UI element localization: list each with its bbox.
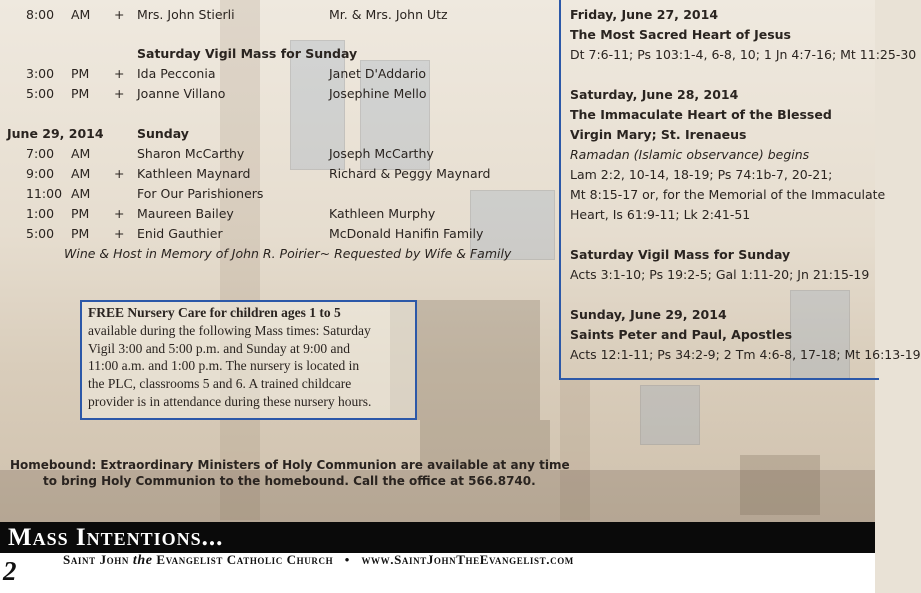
nursery-line: available during the following Mass times: Saturday bbox=[88, 322, 371, 338]
intention-for: Joanne Villano bbox=[137, 86, 226, 101]
mass-ampm: PM bbox=[71, 66, 90, 81]
homebound-line: Homebound: Extraordinary Ministers of Holy Communion are available at any time bbox=[10, 458, 570, 472]
reading-date: Friday, June 27, 2014 bbox=[570, 7, 719, 22]
nursery-line: Vigil 3:00 and 5:00 p.m. and Sunday at 9:00 and bbox=[88, 340, 351, 356]
deceased-mark: + bbox=[114, 66, 125, 81]
reading-citations: Mt 8:15-17 or, for the Memorial of the Immaculate bbox=[570, 187, 886, 202]
requested-by: Kathleen Murphy bbox=[329, 206, 436, 221]
nursery-line: 11:00 a.m. and 1:00 p.m. The nursery is located in bbox=[88, 358, 360, 374]
nursery-notice bbox=[80, 300, 417, 420]
church-name: Saint John bbox=[63, 552, 129, 567]
mass-ampm: PM bbox=[71, 206, 90, 221]
reading-feast: The Immaculate Heart of the Blessed bbox=[570, 107, 832, 122]
homebound-notice bbox=[10, 457, 570, 489]
requested-by: Janet D'Addario bbox=[329, 66, 427, 81]
church-name-the: the bbox=[132, 553, 153, 568]
requested-by: McDonald Hanifin Family bbox=[329, 226, 484, 241]
intention-for: Maureen Bailey bbox=[137, 206, 234, 221]
homebound-line: to bring Holy Communion to the homebound. Call the office at 566.8740. bbox=[43, 474, 536, 488]
reading-citations: Lam 2:2, 10-14, 18-19; Ps 74:1b-7, 20-21; bbox=[570, 167, 833, 182]
mass-time: 8:00 bbox=[26, 7, 55, 22]
reading-feast: Virgin Mary; St. Irenaeus bbox=[570, 127, 747, 142]
website-link[interactable]: www.SaintJohnTheEvangelist.com bbox=[361, 552, 574, 567]
requested-by: Mr. & Mrs. John Utz bbox=[329, 7, 448, 22]
sunday-date: June 29, 2014 bbox=[7, 126, 104, 141]
reading-feast: The Most Sacred Heart of Jesus bbox=[570, 27, 791, 42]
requested-by: Joseph McCarthy bbox=[329, 146, 434, 161]
deceased-mark: + bbox=[114, 7, 125, 22]
reading-citations: Dt 7:6-11; Ps 103:1-4, 6-8, 10; 1 Jn 4:7-16; Mt 11:25-30 bbox=[570, 47, 917, 62]
page-number: 2 bbox=[3, 556, 17, 586]
separator: • bbox=[344, 552, 350, 567]
reading-citations: Heart, Is 61:9-11; Lk 2:41-51 bbox=[570, 207, 751, 222]
sunday-heading: Sunday bbox=[137, 126, 189, 141]
intention-for: Ida Pecconia bbox=[137, 66, 216, 81]
reading-feast: Saints Peter and Paul, Apostles bbox=[570, 327, 793, 342]
reading-citations: Acts 3:1-10; Ps 19:2-5; Gal 1:11-20; Jn 21:15-19 bbox=[570, 267, 870, 282]
reading-observance: Ramadan (Islamic observance) begins bbox=[570, 147, 810, 162]
vigil-heading: Saturday Vigil Mass for Sunday bbox=[137, 46, 358, 61]
mass-time: 11:00 bbox=[26, 186, 63, 201]
mass-time: 5:00 bbox=[26, 86, 55, 101]
mass-ampm: AM bbox=[71, 186, 91, 201]
intention-for: Enid Gauthier bbox=[137, 226, 223, 241]
intention-for: For Our Parishioners bbox=[137, 186, 264, 201]
mass-time: 5:00 bbox=[26, 226, 55, 241]
section-title: Mass Intentions... bbox=[8, 524, 224, 551]
deceased-mark: + bbox=[114, 206, 125, 221]
deceased-mark: + bbox=[114, 166, 125, 181]
mass-ampm: PM bbox=[71, 226, 90, 241]
reading-date: Sunday, June 29, 2014 bbox=[570, 307, 727, 322]
mass-time: 9:00 bbox=[26, 166, 55, 181]
mass-ampm: AM bbox=[71, 7, 91, 22]
nursery-line: the PLC, classrooms 5 and 6. A trained childcare bbox=[88, 376, 352, 392]
intention-for: Kathleen Maynard bbox=[137, 166, 251, 181]
mass-time: 3:00 bbox=[26, 66, 55, 81]
mass-time: 1:00 bbox=[26, 206, 55, 221]
mass-ampm: PM bbox=[71, 86, 90, 101]
reading-citations: Acts 12:1-11; Ps 34:2-9; 2 Tm 4:6-8, 17-18; Mt 16:13-19 bbox=[570, 347, 921, 362]
requested-by: Richard & Peggy Maynard bbox=[329, 166, 491, 181]
requested-by: Josephine Mello bbox=[329, 86, 427, 101]
memorial-note: Wine & Host in Memory of John R. Poirier~ Requested by Wife & Family bbox=[64, 246, 512, 261]
mass-time: 7:00 bbox=[26, 146, 55, 161]
church-name-line bbox=[63, 552, 574, 569]
intention-for: Mrs. John Stierli bbox=[137, 7, 235, 22]
reading-heading: Saturday Vigil Mass for Sunday bbox=[570, 247, 791, 262]
deceased-mark: + bbox=[114, 226, 125, 241]
church-name: Evangelist Catholic Church bbox=[156, 552, 334, 567]
nursery-heading: FREE Nursery Care for children ages 1 to 5 bbox=[88, 305, 341, 320]
mass-ampm: AM bbox=[71, 166, 91, 181]
deceased-mark: + bbox=[114, 86, 125, 101]
intention-for: Sharon McCarthy bbox=[137, 146, 245, 161]
nursery-line: provider is in attendance during these nursery hours. bbox=[88, 393, 372, 409]
mass-ampm: AM bbox=[71, 146, 91, 161]
reading-date: Saturday, June 28, 2014 bbox=[570, 87, 739, 102]
